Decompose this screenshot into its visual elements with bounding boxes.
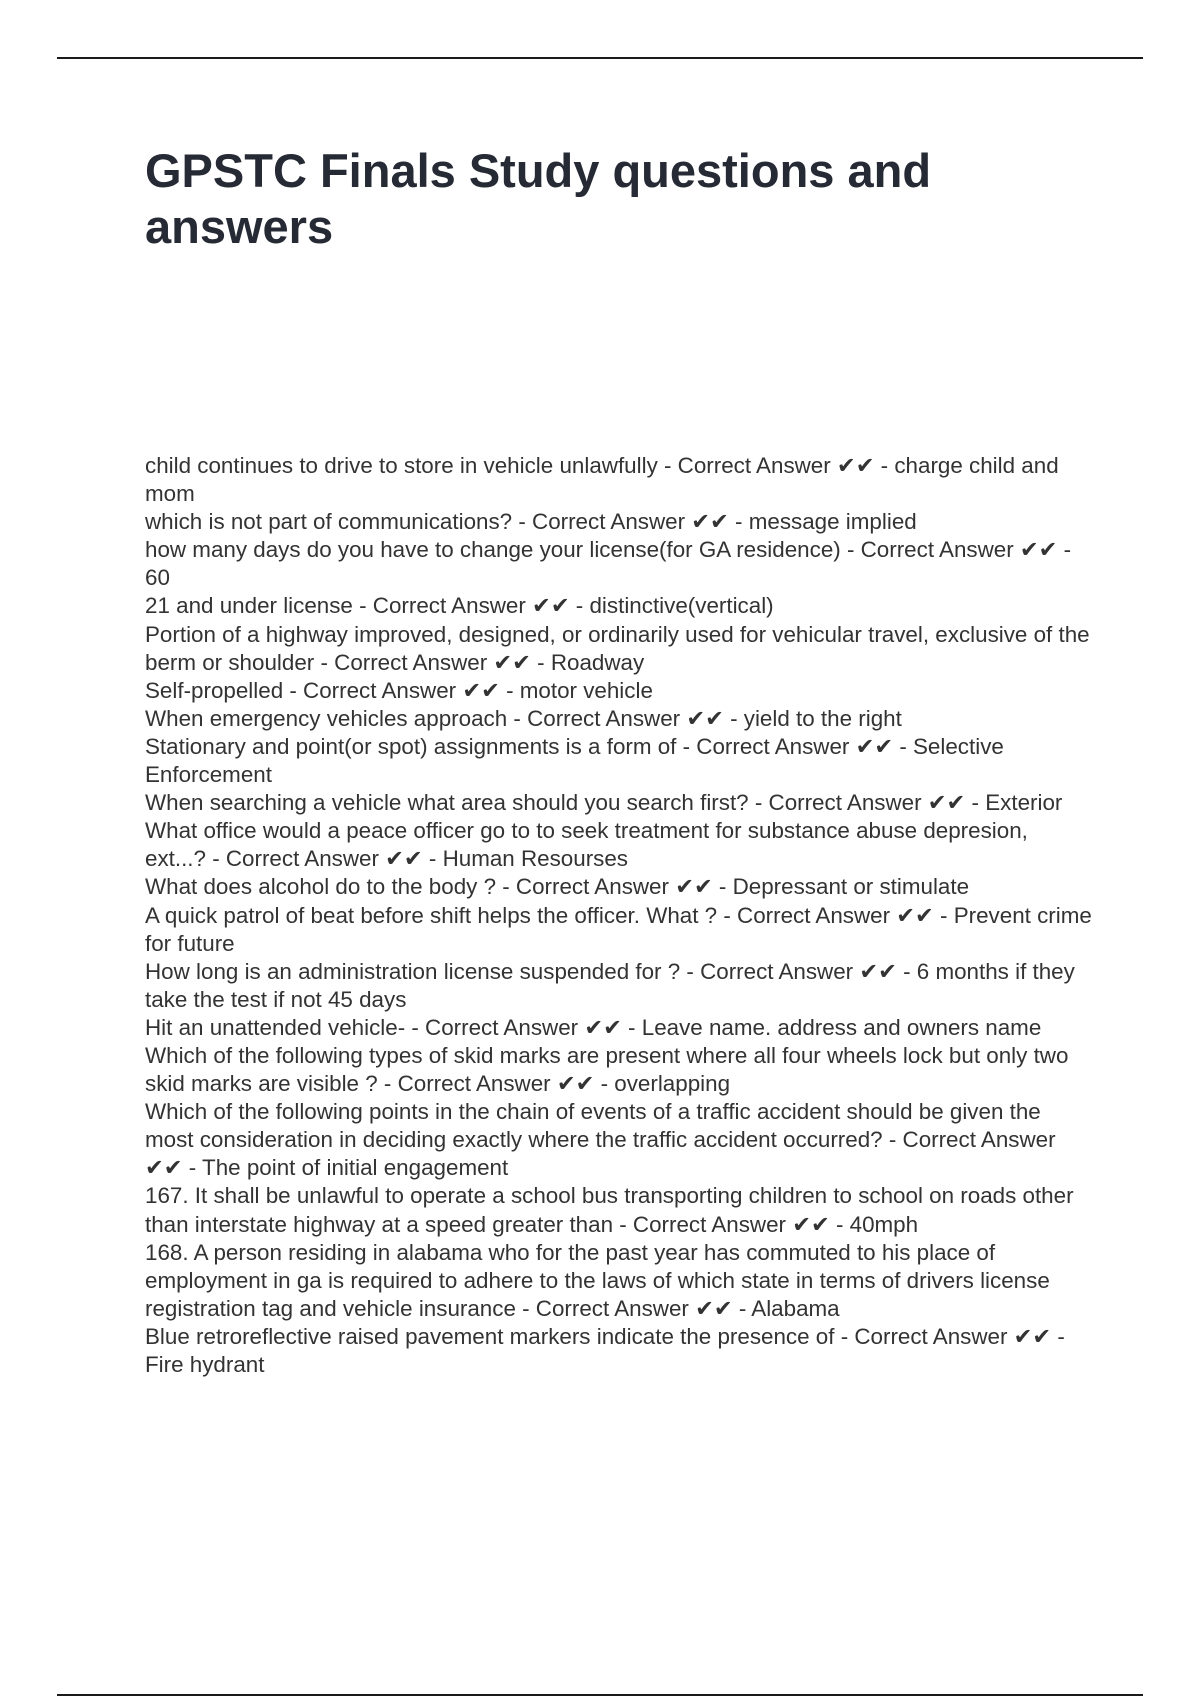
- qa-entry: What does alcohol do to the body ? - Correct Answer ✔✔ - Depressant or stimulate: [145, 874, 970, 900]
- header-divider: [57, 57, 1143, 59]
- qa-entry: Portion of a highway improved, designed, or ordinarily used for vehicular travel, exclusive of the berm or shoulder - Correct Answer ✔✔ - Roadway: [145, 621, 1090, 675]
- qa-entry: When emergency vehicles approach - Correct Answer ✔✔ - yield to the right: [145, 705, 902, 731]
- footer-divider: [57, 1694, 1143, 1696]
- qa-entry: Which of the following types of skid marks are present where all four wheels lock but only two skid marks are visible ? - Correct Answer ✔✔ - overlapping: [145, 1042, 1069, 1097]
- qa-entry: 21 and under license - Correct Answer ✔✔ - distinctive(vertical): [145, 593, 774, 619]
- qa-entry: which is not part of communications? - Correct Answer ✔✔ - message implied: [145, 509, 917, 535]
- qa-entry: What office would a peace officer go to to seek treatment for substance abuse depresion, ext...? - Correct Answer ✔✔ - Human Resourses: [145, 818, 1028, 872]
- qa-entry: how many days do you have to change your license(for GA residence) - Correct Answer ✔✔ - 60: [145, 537, 1072, 591]
- qa-entry: Stationary and point(or spot) assignments is a form of - Correct Answer ✔✔ - Selective Enforcement: [145, 733, 1004, 788]
- qa-list: [145, 452, 1095, 1379]
- qa-entry: 167. It shall be unlawful to operate a school bus transporting children to school on roads other than interstate highway at a speed greater than - Correct Answer ✔✔ - 40mph: [145, 1183, 1074, 1237]
- qa-entry: Blue retroreflective raised pavement markers indicate the presence of - Correct Answer ✔✔ - Fire hydrant: [145, 1323, 1065, 1377]
- qa-entry: When searching a vehicle what area should you search first? - Correct Answer ✔✔ - Exterior: [145, 790, 1063, 816]
- qa-entry: How long is an administration license suspended for ? - Correct Answer ✔✔ - 6 months if they take the test if not 45 days: [145, 958, 1075, 1012]
- qa-entry: Self-propelled - Correct Answer ✔✔ - motor vehicle: [145, 677, 653, 703]
- document-title: GPSTC Finals Study questions and answers: [145, 144, 932, 253]
- qa-entry: Hit an unattended vehicle- - Correct Answer ✔✔ - Leave name. address and owners name: [145, 1014, 1042, 1040]
- qa-entry: Which of the following points in the chain of events of a traffic accident should be given the most consideration in deciding exactly where the traffic accident occurred? - Correct Answer ✔✔ - The point of initial engagement: [145, 1099, 1056, 1181]
- qa-entry: 168. A person residing in alabama who for the past year has commuted to his place of employment in ga is required to adhere to the laws of which state in terms of drivers license registration tag and vehicle insurance - Correct Answer ✔✔ - Alabama: [145, 1239, 1050, 1321]
- qa-entry: child continues to drive to store in vehicle unlawfully - Correct Answer ✔✔ - charge child and mom: [145, 453, 1059, 507]
- qa-entry: A quick patrol of beat before shift helps the officer. What ? - Correct Answer ✔✔ - Prevent crime for future: [145, 902, 1092, 956]
